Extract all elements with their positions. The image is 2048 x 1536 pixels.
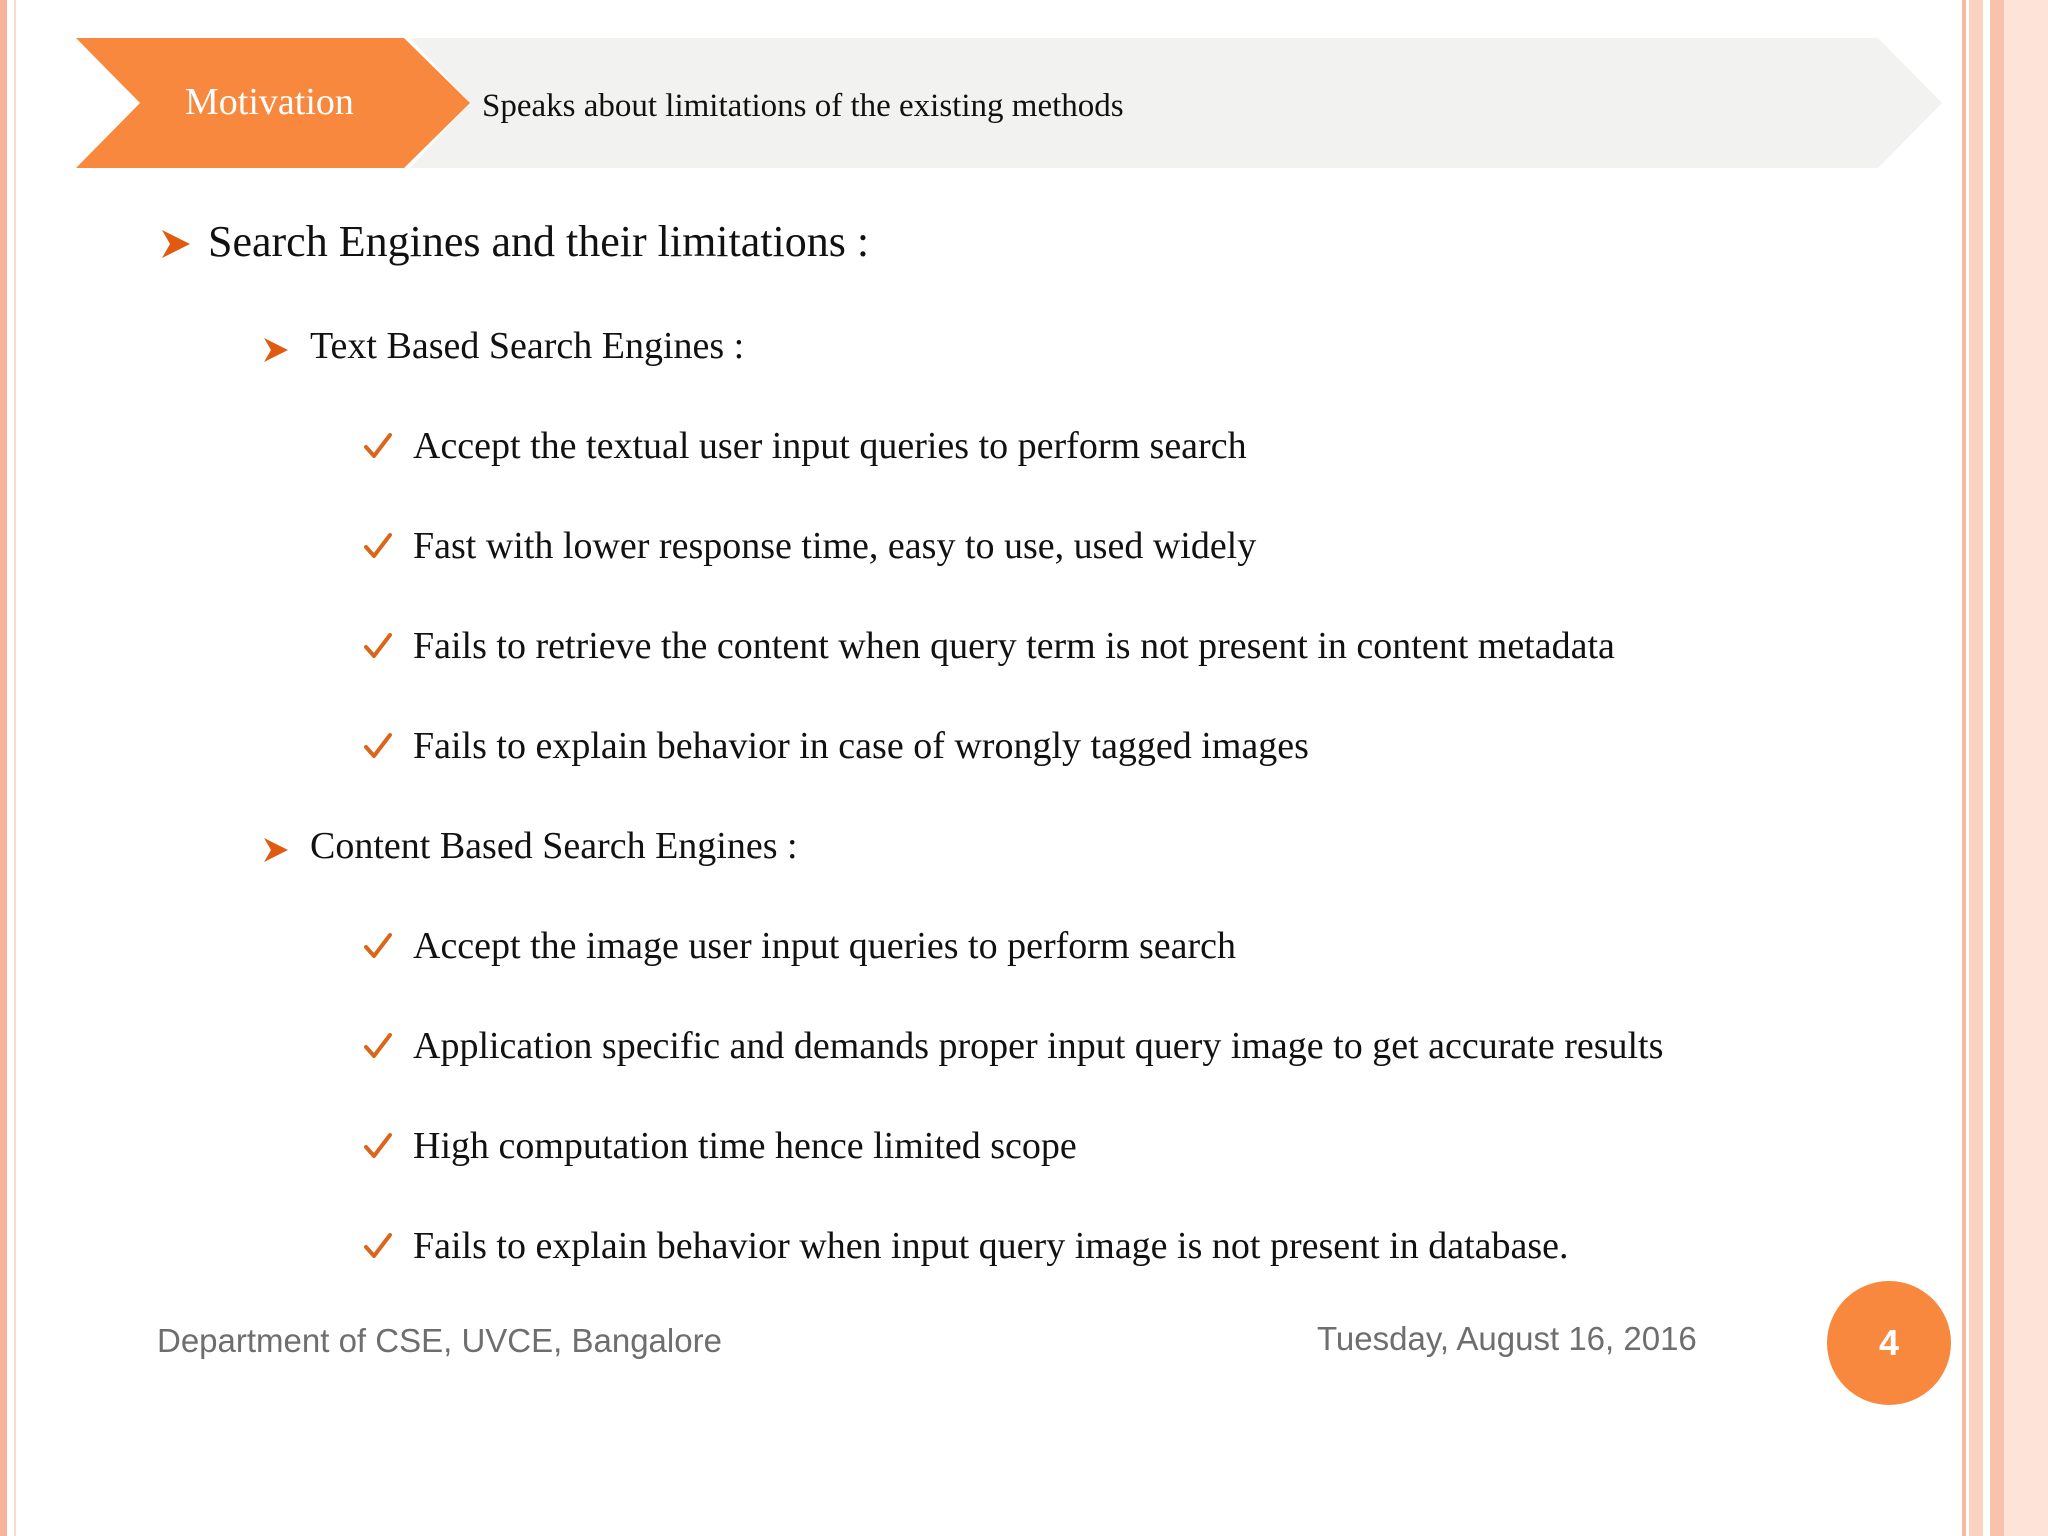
page-number-badge [1827,1281,1951,1405]
check-icon [364,432,392,460]
footer-department: Department of CSE, UVCE, Bangalore [157,1322,722,1359]
check-icon [364,1232,392,1260]
left-border-stripe [0,0,7,1536]
list-item: Accept the textual user input queries to perform search [413,425,1247,467]
list-item: Fails to retrieve the content when query term is not present in content metadata [413,625,1615,667]
right-border-stripe [1962,0,1966,1536]
page-number: 4 [1878,1322,1900,1363]
right-border-stripe [1990,0,2004,1536]
right-border-gap [1983,0,1990,1536]
right-border-stripe [2004,0,2048,1536]
list-item: High computation time hence limited scope [413,1125,1077,1167]
arrow-bullet-icon [262,836,290,864]
content-heading: Search Engines and their limitations : [208,217,870,266]
list-item: Fast with lower response time, easy to use, used widely [413,525,1257,567]
list-item: Application specific and demands proper input query image to get accurate results [413,1025,1664,1067]
section-label-text-based: Text Based Search Engines : [310,325,745,367]
check-icon [364,632,392,660]
section-title: Motivation [185,81,354,123]
section-subtitle: Speaks about limitations of the existing methods [482,88,1124,124]
list-item: Fails to explain behavior in case of wrongly tagged images [413,725,1309,767]
check-icon [364,532,392,560]
check-icon [364,1032,392,1060]
section-label-content-based: Content Based Search Engines : [310,825,798,867]
left-border-inner-stripe [14,0,16,1536]
list-item: Accept the image user input queries to perform search [413,925,1237,967]
list-item: Fails to explain behavior when input query image is not present in database. [413,1225,1569,1267]
check-icon [364,932,392,960]
footer-date: Tuesday, August 16, 2016 [1317,1320,1697,1357]
check-icon [364,732,392,760]
check-icon [364,1132,392,1160]
arrow-bullet-icon [262,336,290,364]
arrow-bullet-icon [160,228,192,260]
right-border-stripe [1969,0,1983,1536]
